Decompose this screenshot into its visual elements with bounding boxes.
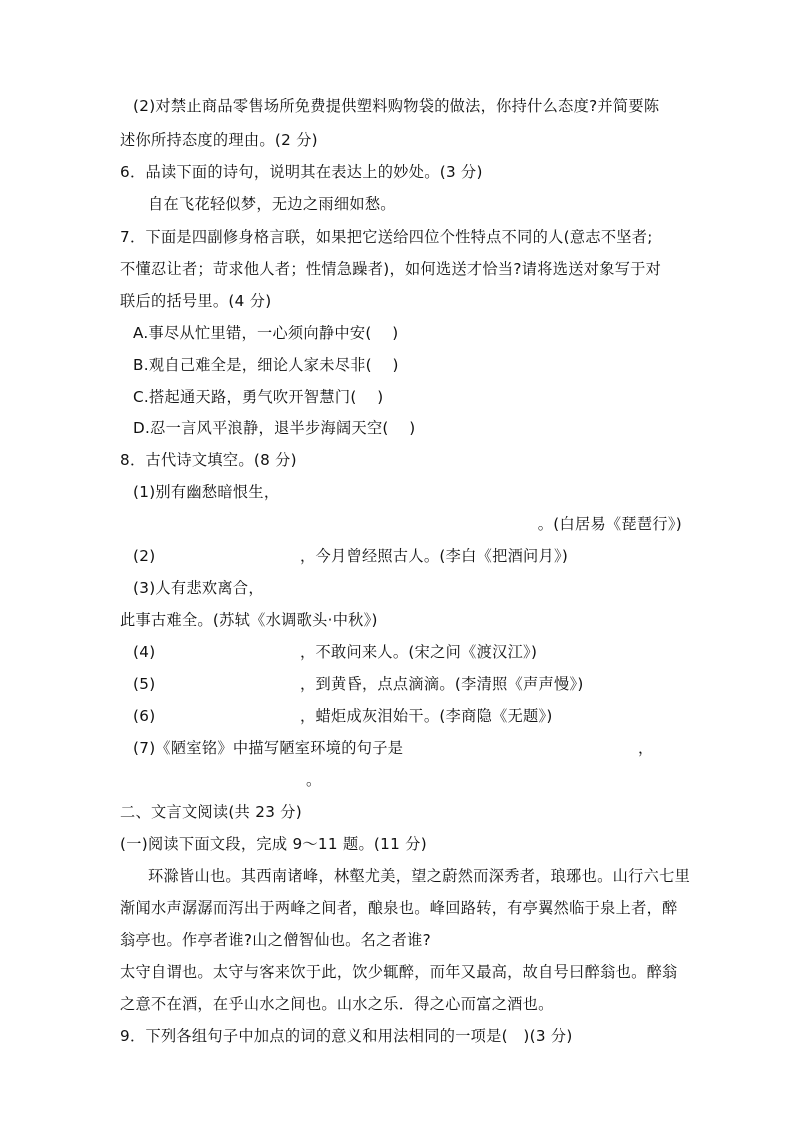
question-6-prompt: 6．品读下面的诗句，说明其在表达上的妙处。(3 分): [120, 163, 483, 181]
question-7-option-c: C.搭起通天路，勇气吹开智慧门( ): [133, 388, 384, 406]
question-5-2-line-2: 述你所持态度的理由。(2 分): [120, 131, 318, 149]
question-8-item-3-line-2: 此事古难全。(苏轼《水调歌头·中秋》): [120, 611, 378, 629]
question-8-item-4-number: (4): [133, 643, 156, 661]
question-7-line-2: 不懂忍让者；苛求他人者；性情急躁者)，如何选送才恰当?请将选送对象写于对: [120, 260, 662, 278]
question-8-prompt: 8．古代诗文填空。(8 分): [120, 451, 297, 469]
passage-line-5: 之意不在酒，在乎山水之间也。山水之乐．得之心而富之酒也。: [120, 995, 554, 1013]
question-8-item-4-text: ，不敢问来人。(宋之问《渡汉江》): [300, 643, 538, 661]
question-8-item-6-text: ，蜡炬成灰泪始干。(李商隐《无题》): [300, 707, 553, 725]
passage-line-4: 太守自谓也。太守与客来饮于此，饮少辄醉，而年又最高，故自号曰醉翁也。醉翁: [120, 963, 678, 981]
question-7-option-a: A.事尽从忙里错，一心须向静中安( ): [133, 324, 399, 342]
question-7-line-1: 7．下面是四副修身格言联，如果把它送给四位个性特点不同的人(意志不坚者;: [120, 228, 653, 246]
passage-line-2: 渐闻水声潺潺而泻出于两峰之间者，酿泉也。峰回路转，有亭翼然临于泉上者，醉: [120, 899, 678, 917]
question-7-option-d: D.忍一言风平浪静，退半步海阔天空( ): [133, 419, 416, 437]
question-6-poem: 自在飞花轻似梦，无边之雨细如愁。: [148, 195, 396, 213]
question-8-item-7-comma: ，: [638, 739, 654, 757]
question-8-item-1-source: 。(白居易《琵琶行》): [537, 515, 682, 533]
question-8-item-3: (3)人有悲欢离合，: [133, 579, 264, 597]
question-5-2-line-1: (2)对禁止商品零售场所免费提供塑料购物袋的做法，你持什么态度?并简要陈: [133, 97, 660, 115]
question-8-item-6-number: (6): [133, 707, 156, 725]
question-8-item-1: (1)别有幽愁暗恨生，: [133, 483, 280, 501]
question-8-item-2-number: (2): [133, 547, 156, 565]
question-8-item-7: (7)《陋室铭》中描写陋室环境的句子是: [133, 739, 404, 757]
question-8-item-5-text: ，到黄昏，点点滴滴。(李清照《声声慢》): [300, 675, 584, 693]
question-7-option-b: B.观自己难全是，细论人家未尽非( ): [133, 356, 399, 374]
section-2-part-1-heading: (一)阅读下面文段，完成 9～11 题。(11 分): [120, 835, 427, 853]
question-8-item-2-text: ，今月曾经照古人。(李白《把酒问月》): [300, 547, 569, 565]
question-9-prompt: 9．下列各组句子中加点的词的意义和用法相同的一项是( )(3 分): [120, 1027, 573, 1045]
question-8-item-7-period: 。: [306, 771, 322, 789]
question-8-item-5-number: (5): [133, 675, 156, 693]
question-7-line-3: 联后的括号里。(4 分): [120, 292, 272, 310]
passage-line-1: 环滁皆山也。其西南诸峰，林壑尤美，望之蔚然而深秀者，琅琊也。山行六七里: [148, 867, 691, 885]
section-2-heading: 二、文言文阅读(共 23 分): [120, 803, 303, 821]
passage-line-3: 翁亭也。作亭者谁?山之僧智仙也。名之者谁?: [120, 931, 431, 949]
